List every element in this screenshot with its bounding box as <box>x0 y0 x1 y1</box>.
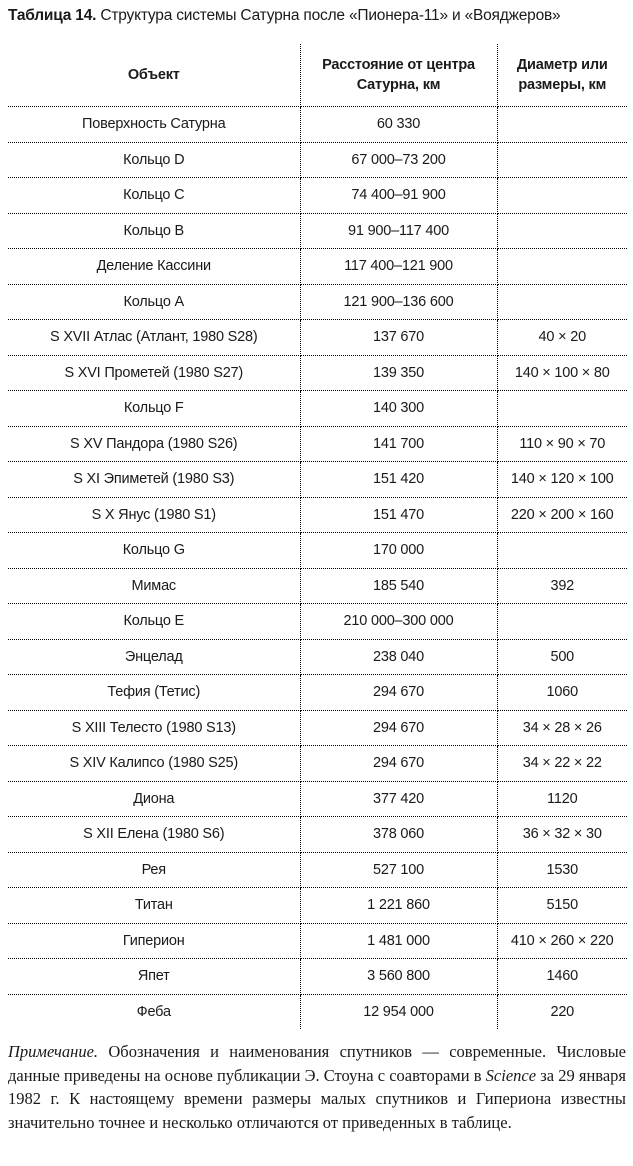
table-row <box>8 923 627 959</box>
cell-diameter: 140 × 100 × 80 <box>497 355 627 391</box>
cell-distance: 1 221 860 <box>300 888 497 924</box>
cell-diameter <box>497 391 627 427</box>
cell-object: Титан <box>8 888 300 924</box>
table-body <box>8 107 627 1030</box>
cell-object: Феба <box>8 994 300 1029</box>
cell-diameter <box>497 533 627 569</box>
table-row <box>8 994 627 1029</box>
cell-object: Поверхность Сатурна <box>8 107 300 143</box>
table-row <box>8 497 627 533</box>
cell-object: S XII Елена (1980 S6) <box>8 817 300 853</box>
cell-diameter: 5150 <box>497 888 627 924</box>
cell-distance: 137 670 <box>300 320 497 356</box>
cell-diameter <box>497 249 627 285</box>
cell-diameter <box>497 604 627 640</box>
cell-diameter: 110 × 90 × 70 <box>497 426 627 462</box>
table-row <box>8 675 627 711</box>
table-row <box>8 746 627 782</box>
cell-diameter <box>497 178 627 214</box>
cell-object: Мимас <box>8 568 300 604</box>
table-row <box>8 888 627 924</box>
cell-diameter: 220 × 200 × 160 <box>497 497 627 533</box>
table-row <box>8 249 627 285</box>
cell-object: Деление Кассини <box>8 249 300 285</box>
header-diameter: Диаметр или размеры, км <box>497 44 627 107</box>
note-journal: Science <box>485 1065 537 1085</box>
cell-object: Кольцо E <box>8 604 300 640</box>
cell-diameter: 392 <box>497 568 627 604</box>
cell-distance: 74 400–91 900 <box>300 178 497 214</box>
cell-distance: 151 420 <box>300 462 497 498</box>
cell-object: Энцелад <box>8 639 300 675</box>
cell-diameter <box>497 213 627 249</box>
cell-distance: 294 670 <box>300 675 497 711</box>
table-caption <box>8 6 628 26</box>
table-row <box>8 178 627 214</box>
cell-distance: 238 040 <box>300 639 497 675</box>
cell-diameter <box>497 284 627 320</box>
cell-distance: 210 000–300 000 <box>300 604 497 640</box>
cell-object: Диона <box>8 781 300 817</box>
cell-distance: 12 954 000 <box>300 994 497 1029</box>
cell-distance: 378 060 <box>300 817 497 853</box>
table-header-row <box>8 44 627 107</box>
table-row <box>8 107 627 143</box>
cell-object: Тефия (Тетис) <box>8 675 300 711</box>
cell-diameter: 220 <box>550 1003 575 1020</box>
cell-diameter: 1060 <box>497 675 627 711</box>
cell-diameter: 140 × 120 × 100 <box>497 462 627 498</box>
table-row <box>8 320 627 356</box>
cell-distance: 117 400–121 900 <box>300 249 497 285</box>
cell-distance: 527 100 <box>300 852 497 888</box>
table-row <box>8 710 627 746</box>
cell-distance: 141 700 <box>300 426 497 462</box>
table-row <box>8 355 627 391</box>
cell-object: S XVII Атлас (Атлант, 1980 S28) <box>8 320 300 356</box>
cell-diameter: 1460 <box>497 959 627 995</box>
cell-distance: 139 350 <box>300 355 497 391</box>
cell-distance: 294 670 <box>300 746 497 782</box>
cell-distance: 377 420 <box>300 781 497 817</box>
cell-distance: 294 670 <box>300 710 497 746</box>
cell-object: S XV Пандора (1980 S26) <box>8 426 300 462</box>
cell-diameter: 500 <box>497 639 627 675</box>
table-row <box>8 568 627 604</box>
table-row <box>8 852 627 888</box>
cell-distance: 151 470 <box>300 497 497 533</box>
table-number: Таблица 14. <box>8 7 97 24</box>
cell-object: Гиперион <box>8 923 300 959</box>
cell-object: S XIV Калипсо (1980 S25) <box>8 746 300 782</box>
table-row <box>8 604 627 640</box>
cell-object: Рея <box>8 852 300 888</box>
table-row <box>8 213 627 249</box>
cell-distance: 170 000 <box>300 533 497 569</box>
saturn-structure-table <box>8 44 627 1029</box>
table-row <box>8 462 627 498</box>
cell-diameter <box>497 107 627 143</box>
cell-object: S XVI Прометей (1980 S27) <box>8 355 300 391</box>
cell-diameter: 1530 <box>497 852 627 888</box>
cell-object: Кольцо A <box>8 284 300 320</box>
cell-distance: 67 000–73 200 <box>300 142 497 178</box>
table-row <box>8 817 627 853</box>
header-object: Объект <box>8 44 300 107</box>
table-row <box>8 781 627 817</box>
cell-diameter: 40 × 20 <box>497 320 627 356</box>
note-label: Примечание. <box>8 1042 99 1061</box>
note-text-1: Обозначения и наименования спутников — современные. Числовые данные приведены на основе публикации Э. Стоуна с соавторами в <box>8 1042 627 1085</box>
cell-object: Кольцо D <box>8 142 300 178</box>
table-row <box>8 142 627 178</box>
table-row <box>8 639 627 675</box>
table-row <box>8 533 627 569</box>
cell-diameter <box>497 142 627 178</box>
table-note <box>8 1040 626 1134</box>
cell-distance: 121 900–136 600 <box>300 284 497 320</box>
cell-diameter: 410 × 260 × 220 <box>497 923 627 959</box>
cell-object: Кольцо C <box>8 178 300 214</box>
table-row <box>8 284 627 320</box>
table-title: Структура системы Сатурна после «Пионера-11» и «Вояджеров» <box>100 7 561 24</box>
cell-distance: 1 481 000 <box>300 923 497 959</box>
table-row <box>8 391 627 427</box>
cell-diameter: 34 × 28 × 26 <box>497 710 627 746</box>
table-row <box>8 959 627 995</box>
cell-object: Кольцо F <box>8 391 300 427</box>
cell-distance: 185 540 <box>300 568 497 604</box>
cell-distance: 3 560 800 <box>300 959 497 995</box>
cell-object: S X Янус (1980 S1) <box>8 497 300 533</box>
cell-object: S XI Эпиметей (1980 S3) <box>8 462 300 498</box>
note-text-2: за 29 января 1982 г. К настоящему времени размеры малых спутников и Гипериона известны значительно точнее и несколько отличаются от приведенных в таблице. <box>8 1065 627 1132</box>
cell-object: Япет <box>8 959 300 995</box>
cell-distance: 140 300 <box>300 391 497 427</box>
cell-diameter: 34 × 22 × 22 <box>497 746 627 782</box>
header-distance: Расстояние от центра Сатурна, км <box>300 44 497 107</box>
cell-object: Кольцо B <box>8 213 300 249</box>
cell-distance: 60 330 <box>300 107 497 143</box>
cell-distance: 91 900–117 400 <box>300 213 497 249</box>
cell-diameter: 1120 <box>497 781 627 817</box>
cell-object: S XIII Телесто (1980 S13) <box>8 710 300 746</box>
table-row <box>8 426 627 462</box>
cell-object: Кольцо G <box>8 533 300 569</box>
cell-diameter: 36 × 32 × 30 <box>497 817 627 853</box>
